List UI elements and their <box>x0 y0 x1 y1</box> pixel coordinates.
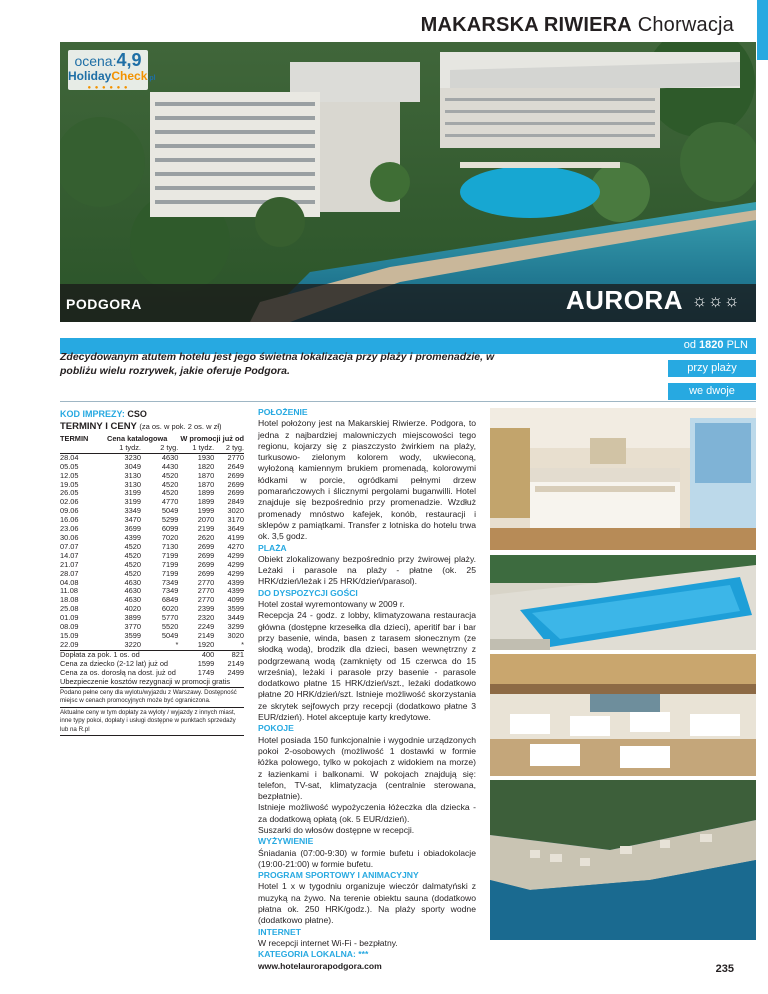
table-row <box>60 489 244 498</box>
rating-dots: ● ● ● ● ● ● <box>87 85 129 91</box>
term-date: 26.05 <box>60 488 79 498</box>
price-cell: 3049 <box>124 461 141 471</box>
extra-label: Dopłata za pok. 1 os. od <box>60 650 178 659</box>
price-cell: 3470 <box>124 515 141 525</box>
price-cell: 5049 <box>161 630 179 640</box>
town-aerial-photo <box>490 780 756 940</box>
price-cell: 4399 <box>227 577 244 587</box>
hero-location: PODGORA <box>66 296 142 312</box>
price-cell: 3199 <box>124 497 141 507</box>
table-row <box>60 561 244 570</box>
term-date: 28.07 <box>60 568 79 578</box>
price-cell: 2699 <box>227 470 244 480</box>
price-note-1: Podano pełne ceny dla wylotu/wyjazdu z Warszawy. Dostępność miejsc w cenach promocyjnych może być ograniczona. <box>60 688 244 708</box>
term-date: 30.06 <box>60 532 79 542</box>
page-number: 235 <box>715 963 734 975</box>
term-date: 09.06 <box>60 506 79 516</box>
price-cell: 3020 <box>227 506 244 516</box>
price-cell: 1870 <box>197 479 215 489</box>
price-cell: 4520 <box>161 479 179 489</box>
price-cell: 4520 <box>124 541 141 551</box>
price-cell: 4630 <box>124 595 141 605</box>
price-cell: 2149 <box>197 630 215 640</box>
table-row <box>60 570 244 579</box>
price-cell: 3649 <box>227 524 244 534</box>
term-date: 01.09 <box>60 613 79 623</box>
price-cell: 6099 <box>161 524 179 534</box>
price-cell: 3170 <box>227 515 244 525</box>
price-cell: 7199 <box>161 559 179 569</box>
section-heading: INTERNET <box>258 926 301 937</box>
price-cell: 2770 <box>197 586 215 596</box>
price-cell: 1920 <box>197 639 215 649</box>
restaurant-illustration <box>490 654 756 776</box>
trip-code <box>60 408 244 420</box>
section-heading: PROGRAM SPORTOWY I ANIMACYJNY <box>258 870 419 881</box>
price-cell: 3299 <box>227 622 244 632</box>
term-date: 07.07 <box>60 541 79 551</box>
price-cell: 3599 <box>124 630 141 640</box>
price-cell: 4630 <box>161 452 179 462</box>
hotel-name <box>566 285 740 316</box>
col-term: TERMIN <box>60 434 89 443</box>
hotel-name-text: AURORA <box>565 285 683 315</box>
extra-row <box>60 669 244 678</box>
term-date: 05.05 <box>60 461 79 471</box>
sub-2w-promo: 2 tyg. <box>214 444 244 453</box>
pool-illustration <box>490 555 756 650</box>
price-cell: 5049 <box>161 506 179 516</box>
section-paragraph: Hotel posiada 150 funkcjonalnie i wygodnie urządzonych pokoi 2-osobowych (możliwość 1 dostawki w formie łóżka polowego, tylko w pokojach z widokiem na morze) z łazienkami i balkonami. W pokojach znajdują się: telefon, TV-sat, klimatyzacja (centralnie sterowana, bezpłatnie). <box>258 734 476 802</box>
price-cell: 6849 <box>161 595 179 605</box>
price-cell: 3449 <box>227 613 244 623</box>
term-date: 15.09 <box>60 630 79 640</box>
tag-couples: we dwoje <box>668 383 756 400</box>
table-row <box>60 534 244 543</box>
price-cell: 2699 <box>197 559 215 569</box>
section-heading: POKOJE <box>258 723 294 734</box>
section-paragraph: Hotel został wyremontowany w 2009 r. <box>258 599 405 610</box>
price-column <box>60 408 244 736</box>
price-cell: 4270 <box>227 541 244 551</box>
price-table-subheader <box>60 444 244 453</box>
section-paragraph: Recepcja 24 - godz. z lobby, klimatyzowana restauracja główna (dostępne krzesełka dla dzieci), aperitif bar i bar przy basenie, winda, basen z tarasem słonecznym (ze słodką wodą), brodzik dla dzieci, basen wewnętrzny z podgrzewaną wodą (zamknięty od 15 czerwca do 15 września), leżaki i parasole przy basenie - parasole dodatkowo płatne 15 HRK/dzień/szt., leżaki dodatkowo płatne 20 HRK/dzień/szt. Istnieje możliwość skorzystania ze skrytek sejfowych przy recepcji (dodatkowo płatne 3 EUR/dzień). Hotel akceptuje karty kredytowe. <box>258 610 476 723</box>
price-cell: 4299 <box>227 550 244 560</box>
term-date: 18.08 <box>60 595 79 605</box>
rating-label: ocena: <box>74 53 117 69</box>
extra-value-1: 1749 <box>197 667 215 677</box>
price-cell: 2070 <box>197 515 215 525</box>
term-date: 08.09 <box>60 622 79 632</box>
table-row <box>60 481 244 490</box>
term-date: 22.09 <box>60 639 79 649</box>
section-paragraph: Suszarki do włosów dostępne w recepcji. <box>258 824 415 835</box>
price-cell: * <box>175 639 179 649</box>
extra-label: Cena za dziecko (2-12 lat) już od <box>60 658 169 668</box>
price-cell: 3130 <box>124 479 141 489</box>
sun-rating-icon: ☼☼☼ <box>691 291 740 310</box>
price-cell: 7199 <box>161 550 179 560</box>
country-name: Chorwacja <box>637 14 734 36</box>
price-cell: * <box>241 639 244 649</box>
price-cell: 2620 <box>197 532 215 542</box>
lead-text: Zdecydowanym atutem hotelu jest jego świetna lokalizacja przy plaży i promenadzie, w pobliżu wielu rozrywek, jakie oferuje Podgora. <box>60 351 495 377</box>
brand-tld: .pl <box>147 75 156 82</box>
region-tab <box>757 0 768 60</box>
price-from <box>684 339 748 351</box>
hotel-website[interactable]: www.hotelaurorapodgora.com <box>258 960 382 971</box>
term-date: 19.05 <box>60 479 79 489</box>
term-date: 14.07 <box>60 550 79 560</box>
price-cell: 5770 <box>161 613 179 623</box>
price-cell: 5520 <box>161 622 179 632</box>
col-catalog: Cena katalogowa <box>106 434 168 443</box>
section-paragraph: Hotel 1 x w tygodniu organizuje wieczór dalmatyński z muzyką na żywo. Na terenie obiektu sauna (dodatkowo płatna ok. 250 HRK/godz.). Na plaży sporty wodne (dodatkowo płatne). <box>258 881 476 926</box>
price-cell: 4299 <box>227 568 244 578</box>
price-cell: 3220 <box>124 639 141 649</box>
trip-code-label: KOD IMPREZY: <box>60 409 125 419</box>
price-cell: 2399 <box>197 604 215 614</box>
terms-note: (za os. w pok. 2 os. w zł) <box>139 422 222 431</box>
table-row <box>60 587 244 596</box>
table-row <box>60 472 244 481</box>
section-heading: DO DYSPOZYCJI GOŚCI <box>258 587 358 598</box>
price-cell: 2770 <box>197 577 215 587</box>
sub-2w-catalog: 2 tyg. <box>141 444 178 453</box>
insurance-note: Ubezpieczenie kosztów rezygnacji w promocji gratis <box>60 677 244 688</box>
restaurant-photo <box>490 654 756 776</box>
region-name: MAKARSKA RIWIERA <box>420 14 632 36</box>
price-cell: 4630 <box>124 586 141 596</box>
table-row <box>60 605 244 614</box>
price-currency: PLN <box>726 339 748 351</box>
extra-value-2: 2149 <box>227 658 244 668</box>
price-cell: 2699 <box>197 541 215 551</box>
price-cell: 3349 <box>124 506 141 516</box>
table-row <box>60 552 244 561</box>
price-cell: 4520 <box>161 470 179 480</box>
price-cell: 7199 <box>161 568 179 578</box>
price-cell: 4099 <box>227 595 244 605</box>
price-cell: 1930 <box>197 452 215 462</box>
table-row <box>60 543 244 552</box>
holidaycheck-rating <box>68 50 156 91</box>
room-illustration <box>490 408 756 550</box>
extra-value-2: 821 <box>214 650 244 659</box>
price-cell: 3599 <box>227 604 244 614</box>
price-cell: 2699 <box>197 568 215 578</box>
term-date: 25.08 <box>60 604 79 614</box>
price-cell: 1820 <box>197 461 215 471</box>
table-row <box>60 623 244 632</box>
terms-heading <box>60 420 244 434</box>
term-date: 23.06 <box>60 524 79 534</box>
price-cell: 4430 <box>161 461 179 471</box>
price-cell: 7349 <box>161 586 179 596</box>
price-cell: 4770 <box>161 497 179 507</box>
table-row <box>60 525 244 534</box>
price-cell: 6020 <box>161 604 179 614</box>
price-cell: 2649 <box>227 461 244 471</box>
extra-label: Cena za os. dorosłą na dost. już od <box>60 667 176 677</box>
description-column <box>258 407 476 972</box>
brand-main: Holiday <box>68 69 112 83</box>
price-cell: 2249 <box>197 622 215 632</box>
table-row <box>60 453 244 462</box>
term-date: 11.08 <box>60 586 78 596</box>
section-paragraph: Istnieje możliwość wypożyczenia łóżeczka dla dziecka - za dodatkową opłatą (ok. 5 EUR/dzień). <box>258 802 476 824</box>
price-cell: 2699 <box>227 479 244 489</box>
term-date: 02.06 <box>60 497 79 507</box>
holidaycheck-logo <box>68 69 156 85</box>
table-row <box>60 614 244 623</box>
price-cell: 2770 <box>227 452 244 462</box>
table-row <box>60 632 244 641</box>
tag-beach: przy plaży <box>668 360 756 377</box>
price-cell: 3699 <box>124 524 141 534</box>
price-cell: 5299 <box>161 515 179 525</box>
trip-code-value: CSO <box>127 409 147 419</box>
section-paragraph: Śniadania (07:00-9:30) w formie bufetu i obiadokolacje (19:00-21:00) w formie bufetu. <box>258 847 476 869</box>
term-date: 16.06 <box>60 515 79 525</box>
price-cell: 2320 <box>197 613 215 623</box>
term-date: 12.05 <box>60 470 79 480</box>
table-row <box>60 641 244 650</box>
price-cell: 4520 <box>124 559 141 569</box>
term-date: 28.04 <box>60 452 79 462</box>
table-row <box>60 507 244 516</box>
price-cell: 3199 <box>124 488 141 498</box>
section-heading: WYŻYWIENIE <box>258 836 314 847</box>
price-cell: 4399 <box>124 532 141 542</box>
price-cell: 3770 <box>124 622 141 632</box>
region-title <box>421 14 734 37</box>
price-cell: 1899 <box>197 488 215 498</box>
town-illustration <box>490 780 756 940</box>
extra-value-1: 400 <box>178 650 214 659</box>
section-paragraph: Hotel położony jest na Makarskiej Riwierze. Podgora, to jedna z najbardziej malowniczych miejscowości tego regionu, kojarzy się z piaszczysto żwirkiem na plaży, turkusowo- zielonym kolorem wody, ukwieconą, wyłożoną kamiennym brukiem promenadą, kolorowymi łódkami w porcie, ogródkami pełnymi drzew pomarańczowych i ślicznymi pergolami buganwilli. Hotel znajduje się bezpośrednio przy promenadzie. Wzdłuż promenady mnóstwo kafejek, konób, restauracji i sklepów z pamiątkami. Transfer z lotniska do hotelu trwa ok. 3,5 godz. <box>258 418 476 542</box>
price-cell: 4630 <box>124 577 141 587</box>
table-row <box>60 579 244 588</box>
section-paragraph: W recepcji internet Wi-Fi - bezpłatny. <box>258 937 398 948</box>
price-cell: 4199 <box>227 532 244 542</box>
price-cell: 7349 <box>161 577 179 587</box>
price-cell: 4520 <box>124 568 141 578</box>
price-amount: 1820 <box>699 339 724 351</box>
extra-value-1: 1599 <box>197 658 215 668</box>
table-row <box>60 596 244 605</box>
table-row <box>60 463 244 472</box>
price-cell: 2770 <box>197 595 215 605</box>
price-cell: 4520 <box>124 550 141 560</box>
price-cell: 4399 <box>227 586 244 596</box>
section-divider <box>60 401 756 402</box>
table-row <box>60 498 244 507</box>
brand-accent: Check <box>111 69 148 83</box>
price-note-2: Aktualne ceny w tym dopłaty za wyloty / wyjazdy z innych miast, inne typy pokoi, dopłaty i usługi dostępne w punktach sprzedaży lub na R.pl <box>60 708 244 736</box>
hotel-aerial-illustration <box>60 42 756 322</box>
term-date: 21.07 <box>60 559 79 569</box>
sub-1w-promo: 1 tydz. <box>178 444 214 453</box>
table-row <box>60 516 244 525</box>
price-cell: 2199 <box>197 524 215 534</box>
section-heading: KATEGORIA LOKALNA: *** <box>258 949 369 960</box>
price-cell: 2699 <box>197 550 215 560</box>
price-cell: 1899 <box>197 497 215 507</box>
term-date: 04.08 <box>60 577 79 587</box>
price-cell: 4299 <box>227 559 244 569</box>
section-heading: POŁOŻENIE <box>258 407 308 417</box>
hero-photo <box>60 42 756 322</box>
price-cell: 7020 <box>161 532 179 542</box>
price-cell: 3130 <box>124 470 141 480</box>
col-promo: W promocji już od <box>180 434 244 443</box>
price-table <box>60 435 244 677</box>
price-prefix: od <box>683 339 696 351</box>
price-cell: 7130 <box>161 541 179 551</box>
price-cell: 3899 <box>124 613 141 623</box>
price-cell: 1870 <box>197 470 215 480</box>
price-cell: 2849 <box>227 497 244 507</box>
price-cell: 3020 <box>227 630 244 640</box>
price-table-header <box>60 435 244 444</box>
extra-value-2: 2499 <box>227 667 244 677</box>
rating-value: 4,9 <box>116 50 142 70</box>
price-cell: 4520 <box>161 488 179 498</box>
price-cell: 1999 <box>197 506 215 516</box>
section-heading: PLAŻA <box>258 542 287 553</box>
sub-1w-catalog: 1 tydz. <box>96 444 141 453</box>
price-cell: 3230 <box>124 452 141 462</box>
price-cell: 2699 <box>227 488 244 498</box>
price-cell: 4020 <box>124 604 141 614</box>
section-paragraph: Obiekt zlokalizowany bezpośrednio przy żwirowej plaży. Leżaki i parasole na plaży - płatne (ok. 25 HRK/dzień/leżak i 25 HRK/dzień/parasol). <box>258 553 476 587</box>
terms-label: TERMINY I CENY <box>60 421 137 432</box>
pool-photo <box>490 555 756 650</box>
room-photo <box>490 408 756 550</box>
